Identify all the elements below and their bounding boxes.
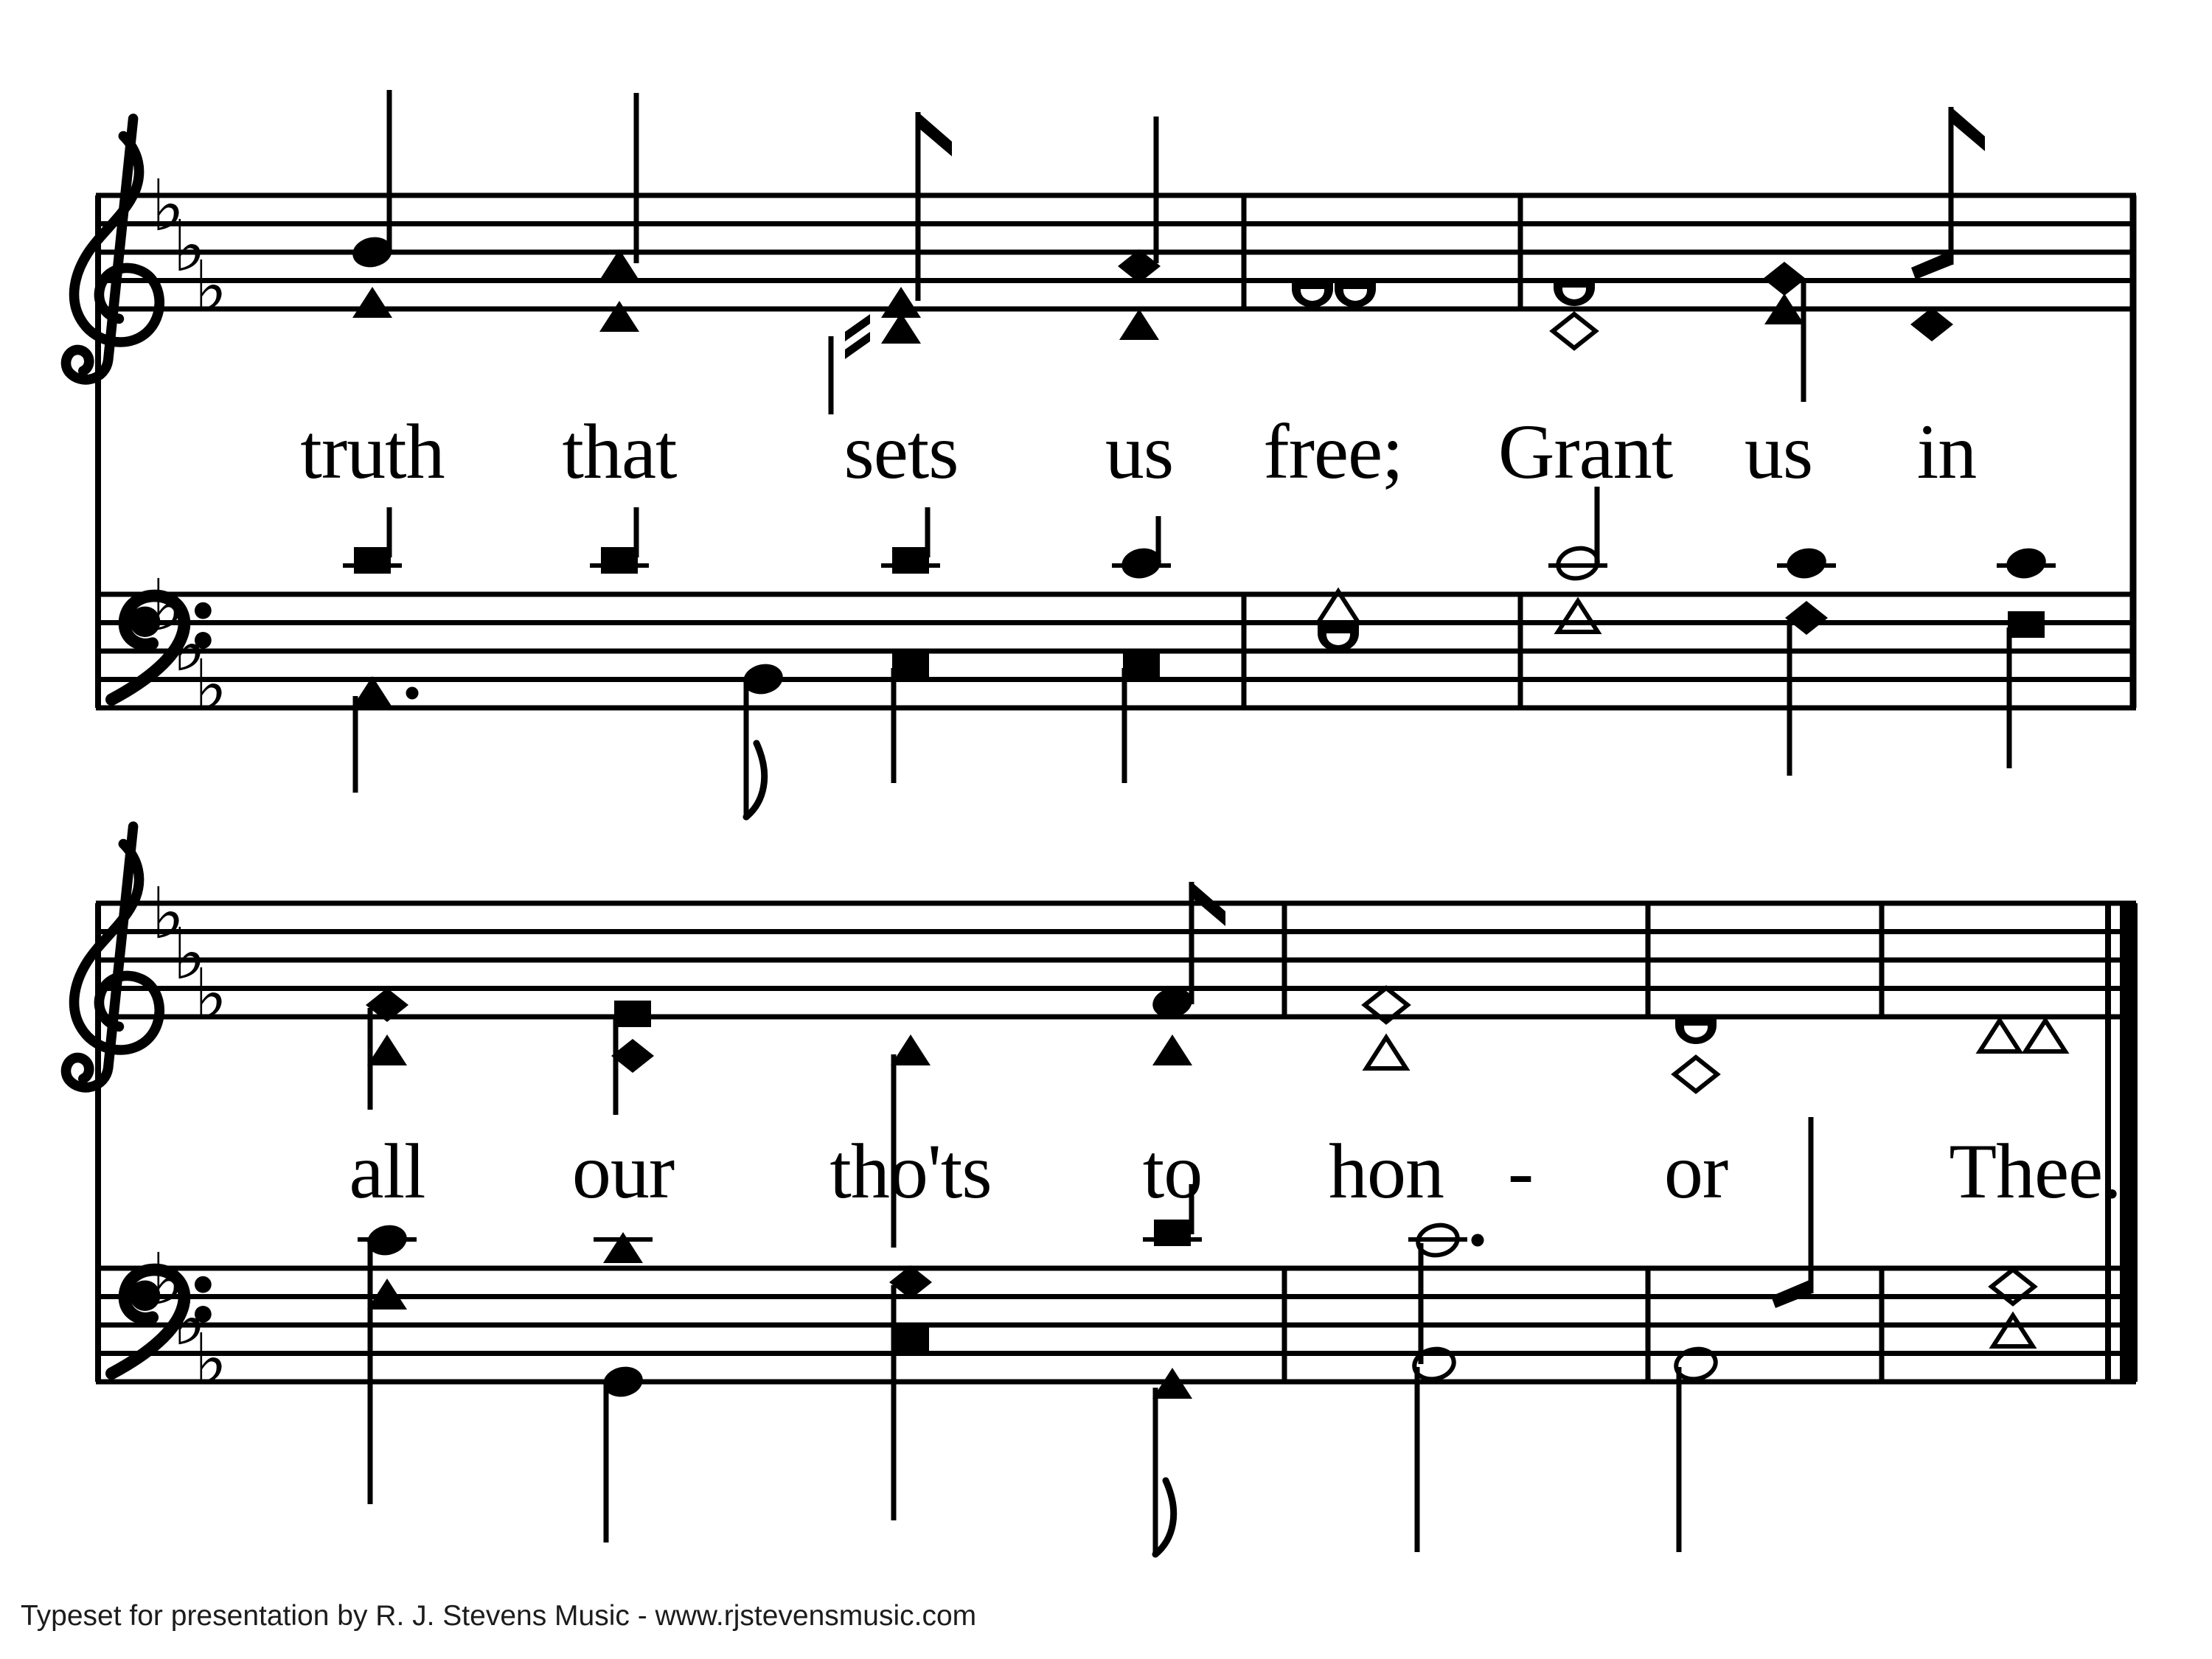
notehead-slant <box>1771 1280 1812 1308</box>
notehead-triangle <box>603 1232 643 1263</box>
flat-sign: ♭ <box>194 246 228 328</box>
notehead-slant <box>1911 251 1952 279</box>
flat-sign: ♭ <box>173 1279 206 1361</box>
lyric-syllable: all <box>349 1128 425 1214</box>
notehead-triangle <box>599 301 639 332</box>
eighth-flag <box>746 743 765 817</box>
lyric-syllable: in <box>1916 408 1977 495</box>
lyric-syllable: to <box>1142 1128 1203 1214</box>
treble-clef-icon <box>66 827 159 1088</box>
notehead-triangle <box>891 1034 931 1065</box>
notehead-triangle <box>1993 1315 2033 1346</box>
notehead-square <box>892 652 929 678</box>
notehead-diamond <box>1553 314 1596 348</box>
flat-sign: ♭ <box>194 1318 228 1401</box>
lyric-syllable: tho'ts <box>830 1128 992 1214</box>
flat-sign: ♭ <box>151 1238 185 1321</box>
notehead-square <box>892 1325 929 1352</box>
notehead-triangle <box>1980 1020 2020 1051</box>
typesetter-credit: Typeset for presentation by R. J. Stevens Music - www.rjstevensmusic.com <box>21 1600 977 1632</box>
notehead-square <box>614 1001 651 1027</box>
notehead-diamond <box>1910 307 1953 341</box>
lyric-syllable: or <box>1663 1128 1728 1214</box>
notehead-triangle <box>1152 1034 1192 1065</box>
flat-sign: ♭ <box>173 205 206 288</box>
notehead-square <box>354 547 391 574</box>
flat-sign: ♭ <box>151 564 185 647</box>
notehead-diamond <box>1674 1057 1717 1091</box>
notehead-square <box>2008 611 2045 638</box>
flat-sign: ♭ <box>173 913 206 995</box>
notehead-cup <box>1554 279 1595 306</box>
notehead-cup <box>1675 1018 1717 1044</box>
notehead-square <box>601 547 638 574</box>
notehead-triangle <box>2025 1020 2065 1051</box>
notehead-square <box>1154 1220 1191 1246</box>
notehead-triangle <box>352 287 392 318</box>
notehead-triangle <box>1558 601 1598 632</box>
notehead-cup <box>1292 281 1333 307</box>
augmentation-dot <box>1472 1234 1484 1247</box>
notehead-triangle <box>367 1034 407 1065</box>
lyric-syllable: sets <box>844 408 959 495</box>
lyric-syllable: free; <box>1263 408 1403 495</box>
lyric-syllable: hon <box>1329 1128 1444 1214</box>
flat-sign: ♭ <box>173 605 206 687</box>
lyric-syllable: Grant <box>1498 408 1673 495</box>
flat-sign: ♭ <box>194 953 228 1036</box>
treble-clef-icon <box>66 119 159 380</box>
notehead-square <box>892 547 929 574</box>
lyric-syllable: - <box>1507 1128 1534 1214</box>
notehead-triangle <box>1366 1037 1406 1068</box>
notehead-cup <box>1335 281 1376 307</box>
lyric-syllable: Thee. <box>1949 1128 2121 1214</box>
augmentation-dot <box>406 687 419 700</box>
notehead-square <box>1123 652 1160 678</box>
lyric-syllable: truth <box>300 408 445 495</box>
eighth-flag <box>918 112 952 156</box>
lyric-syllable: us <box>1105 408 1174 495</box>
notehead-triangle <box>1119 309 1159 340</box>
flat-sign: ♭ <box>194 644 228 727</box>
lyric-syllable: our <box>571 1128 675 1214</box>
eighth-flag <box>1155 1481 1174 1554</box>
eighth-flag <box>1951 107 1985 151</box>
flat-sign: ♭ <box>151 164 185 247</box>
lyric-syllable: us <box>1744 408 1813 495</box>
notehead-diamond <box>1763 262 1806 296</box>
flat-sign: ♭ <box>151 872 185 955</box>
lyric-syllable: that <box>562 408 677 495</box>
notehead-cup <box>1318 625 1359 652</box>
